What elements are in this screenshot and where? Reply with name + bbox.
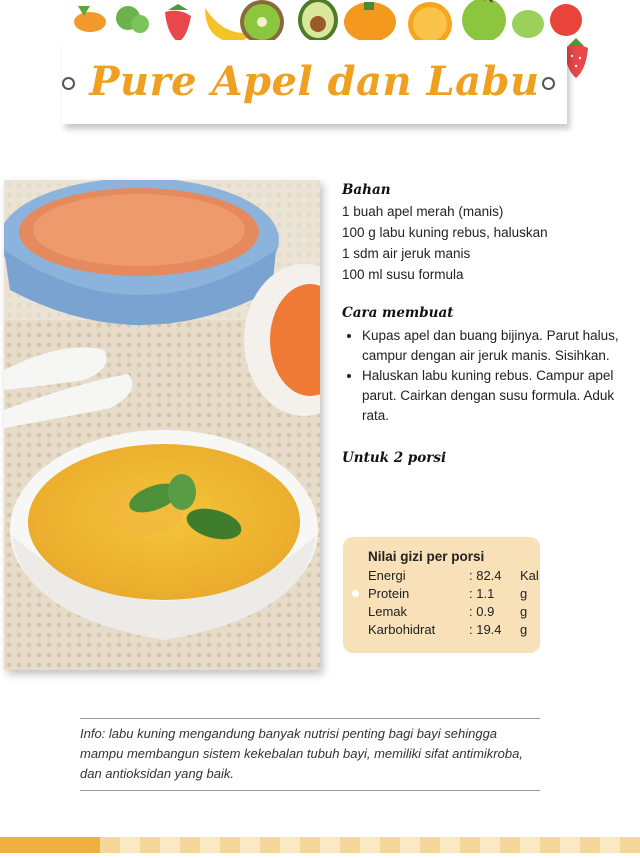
info-text: Info: labu kuning mengandung banyak nutrisi penting bagi bayi sehingga mampu membangun sistem kekebalan tubuh bayi, memiliki sifat antimikroba, dan antioksidan yang baik. bbox=[80, 726, 523, 781]
ingredient-item: 1 buah apel merah (manis) bbox=[342, 204, 504, 219]
nutrition-label: Energi bbox=[368, 568, 406, 583]
broccoli-illustration bbox=[116, 6, 149, 33]
nutrition-unit: Kal bbox=[520, 568, 539, 583]
bottom-stripe bbox=[0, 837, 640, 853]
steps-heading: Cara membuat bbox=[342, 305, 454, 321]
title-dot-right bbox=[542, 77, 555, 90]
divider-top bbox=[80, 718, 540, 719]
ingredient-item: 100 ml susu formula bbox=[342, 267, 464, 282]
nutrition-row bbox=[368, 586, 538, 604]
nutrition-unit: g bbox=[520, 622, 528, 637]
nutrition-card bbox=[343, 537, 540, 653]
step-item: • Kupas apel dan buang bijinya. Parut halus, campur dengan air jeruk manis. Sisihkan. bbox=[362, 326, 622, 366]
ingredients-heading: Bahan bbox=[342, 182, 391, 198]
kiwi-illustration bbox=[240, 0, 284, 44]
portion-label: Untuk 2 porsi bbox=[342, 450, 447, 466]
steps-list bbox=[342, 326, 622, 426]
nutrition-unit: g bbox=[520, 604, 528, 619]
nutrition-row bbox=[368, 568, 538, 586]
tomato-illustration bbox=[550, 4, 582, 36]
title-card bbox=[62, 40, 567, 124]
nutrition-value: : 82.4 bbox=[469, 568, 502, 583]
strawberry-illustration bbox=[165, 4, 191, 42]
food-photo bbox=[4, 180, 320, 670]
nutrition-row bbox=[368, 622, 538, 640]
ingredients-list bbox=[342, 201, 622, 285]
avocado-illustration bbox=[298, 0, 338, 42]
ingredient-item: 100 g labu kuning rebus, haluskan bbox=[342, 225, 548, 240]
recipe-section bbox=[342, 180, 622, 469]
nutrition-value: : 0.9 bbox=[469, 604, 495, 619]
lettuce-illustration bbox=[512, 10, 544, 38]
fruit-banner bbox=[0, 0, 640, 44]
nutrition-label: Protein bbox=[368, 586, 410, 601]
orange-illustration bbox=[408, 2, 452, 44]
nutrition-value: : 19.4 bbox=[469, 622, 502, 637]
nutrition-label: Karbohidrat bbox=[368, 622, 436, 637]
nutrition-value: : 1.1 bbox=[469, 586, 495, 601]
step-item: • Haluskan labu kuning rebus. Campur apel parut. Cairkan dengan susu formula. Aduk rata. bbox=[362, 366, 622, 426]
page-title: Pure Apel dan Labu bbox=[89, 58, 540, 105]
nutrition-label: Lemak bbox=[368, 604, 408, 619]
pumpkin-illustration bbox=[344, 2, 396, 42]
decor-dot bbox=[352, 590, 359, 597]
blue-bowl bbox=[4, 180, 279, 325]
ingredient-item: 1 sdm air jeruk manis bbox=[342, 246, 471, 261]
divider-bottom bbox=[80, 790, 540, 791]
nutrition-row bbox=[368, 604, 538, 622]
apple-illustration bbox=[462, 0, 506, 42]
carrot-illustration bbox=[74, 6, 106, 32]
nutrition-unit: g bbox=[520, 586, 528, 601]
nutrition-title: Nilai gizi per porsi bbox=[368, 549, 485, 564]
